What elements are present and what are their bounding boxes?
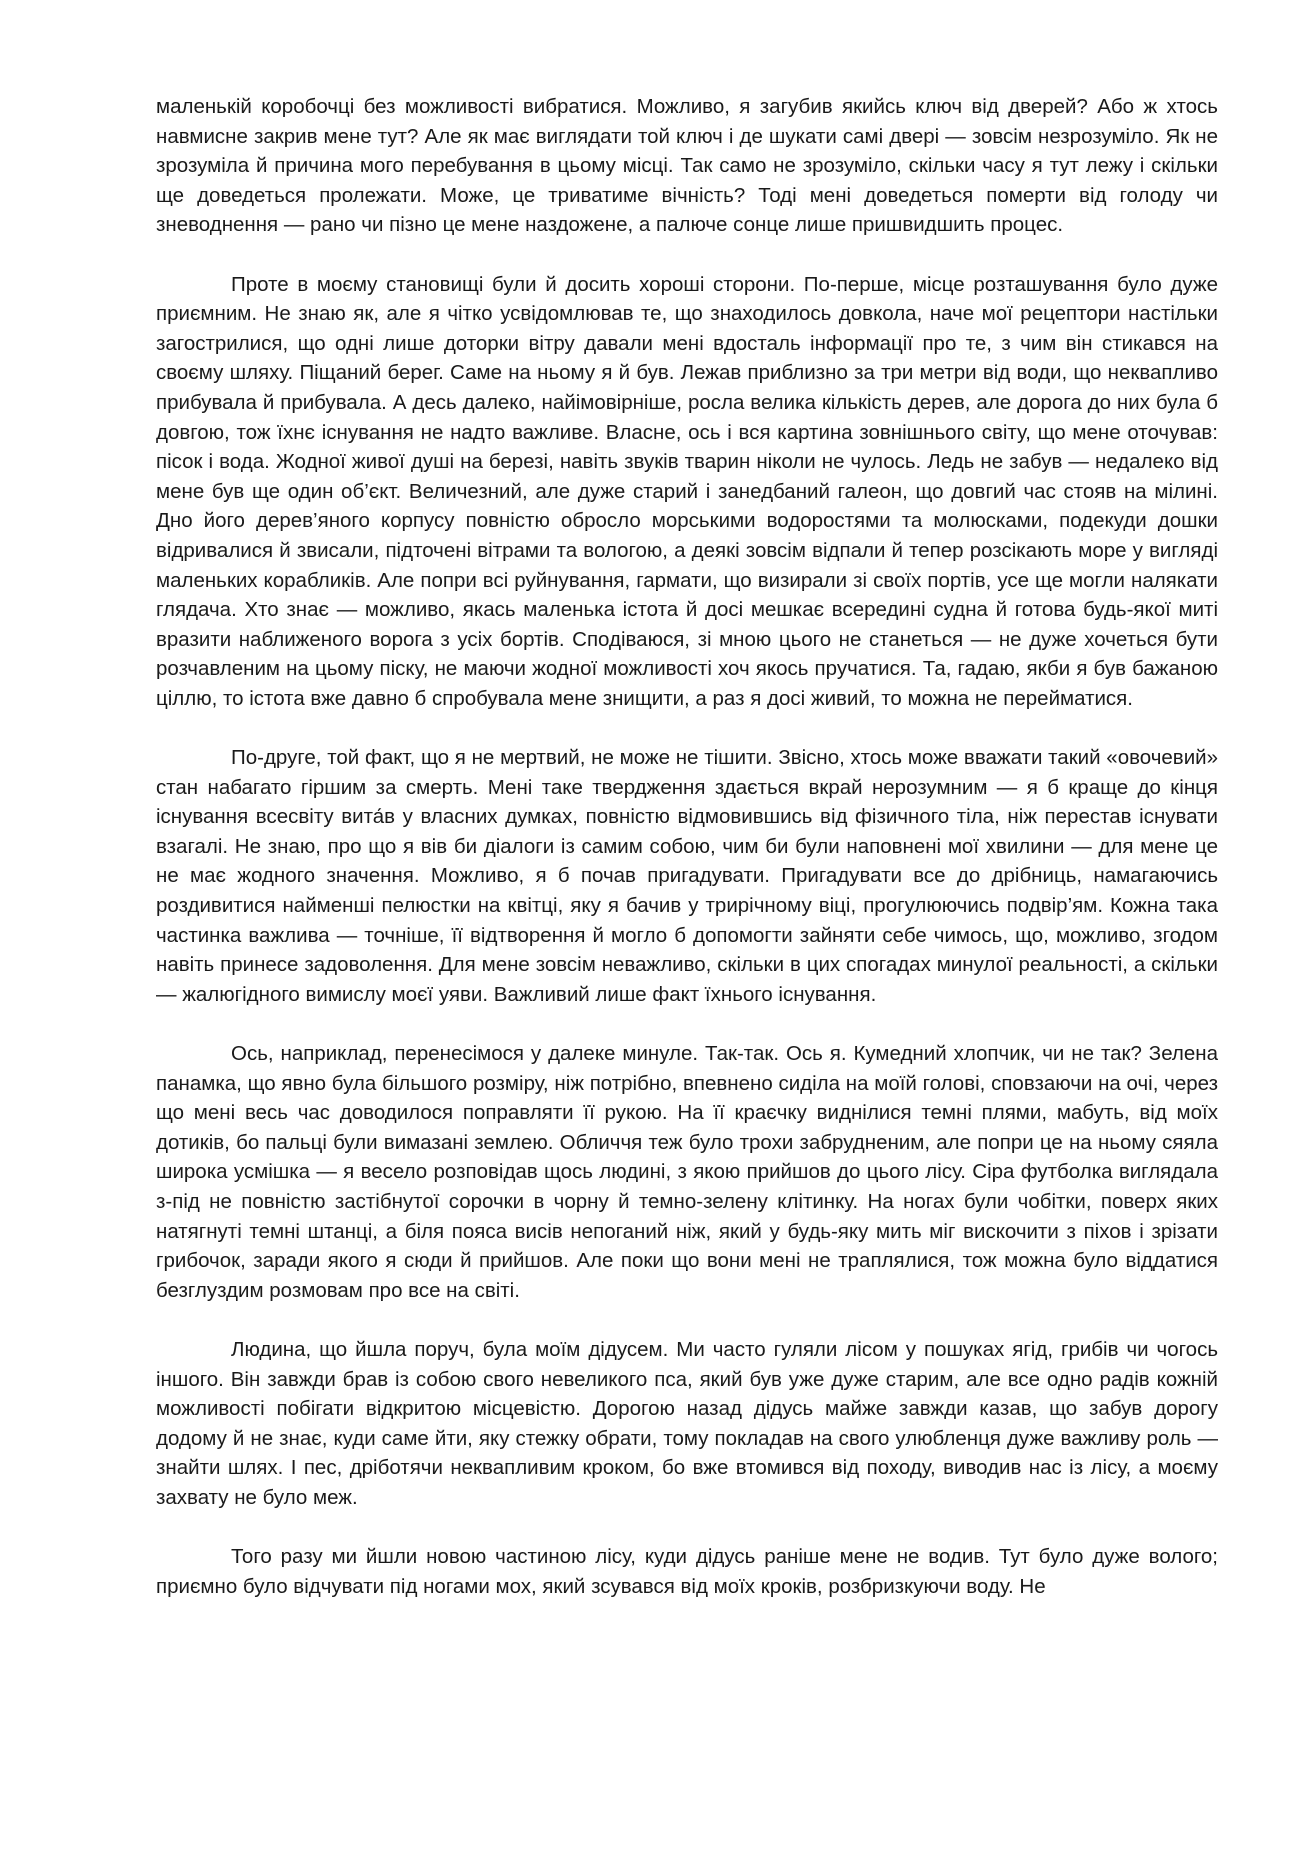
paragraph-5: Людина, що йшла поруч, була моїм дідусем. Ми часто гуляли лісом у пошуках ягід, грибів чи чогось іншого. Він завжди брав із собою свого невеликого пса, який був уже дуже старим, але все одно радів кожній можливості побігати відкритою місцевістю. Дорогою назад дідусь майже завжди казав, що забув дорогу додому й не знає, куди саме йти, яку стежку обрати, тому покладав на свого улюбленця дуже важливу роль — знайти шлях. І пес, дріботячи неквапливим кроком, бо вже втомився від походу, виводив нас із лісу, а моєму захвату не було меж.: [156, 1337, 1218, 1509]
document-page: [156, 92, 1218, 1601]
paragraph-6: Того разу ми йшли новою частиною лісу, куди дідусь раніше мене не водив. Тут було дуже волого; приємно було відчувати під ногами мох, який зсувався від моїх кроків, розбризкуючи воду. Не: [156, 1545, 1218, 1598]
paragraph-2: Проте в моєму становищі були й досить хороші сторони. По-перше, місце розташування було дуже приємним. Не знаю як, але я чітко усвідомлював те, що знаходилось довкола, наче мої рецептори настільки загострилися, що одні лише доторки вітру давали мені вдосталь інформації про те, з чим він стикався на своєму шляху. Піщаний берег. Саме на ньому я й був. Лежав приблизно за три метри від води, що неквапливо прибувала й прибувала. А десь далеко, найімовірніше, росла велика кількість дерев, але дорога до них була б довгою, тож їхнє існування не надто важливе. Власне, ось і вся картина зовнішнього світу, що мене оточував: пісок і вода. Жодної живої душі на березі, навіть звуків тварин ніколи не чулось. Ледь не забув — недалеко від мене був ще один об’єкт. Величезний, але дуже старий і занедбаний галеон, що довгий час стояв на мілині. Дно його дерев’яного корпусу повністю обросло морськими водоростями та молюсками, подекуди дошки відривалися й звисали, підточені вітрами та вологою, а деякі зовсім відпали й тепер розсікають море у вигляді маленьких корабликів. Але попри всі руйнування, гармати, що визирали зі своїх портів, усе ще могли налякати глядача. Хто знає — можливо, якась маленька істота й досі мешкає всередині судна й готова будь-якої миті вразити наближеного ворога з усіх бортів. Сподіваюся, зі мною цього не станеться — не дуже хочеться бути розчавленим на цьому піску, не маючи жодної можливості хоч якось пручатися. Та, гадаю, якби я був бажаною ціллю, то істота вже давно б спробувала мене знищити, а раз я досі живий, то можна не перейматися.: [156, 272, 1218, 710]
paragraph-4: Ось, наприклад, перенесімося у далеке минуле. Так-так. Ось я. Кумедний хлопчик, чи не так? Зелена панамка, що явно була більшого розміру, ніж потрібно, впевнено сиділа на моїй голові, сповзаючи на очі, через що мені весь час доводилося поправляти її рукою. На її краєчку виднілися темні плями, мабуть, від моїх дотиків, бо пальці були вимазані землею. Обличчя теж було трохи забрудненим, але попри це на ньому сяяла широка усмішка — я весело розповідав щось людині, з якою прийшов до цього лісу. Сіра футболка виглядала з-під не повністю застібнутої сорочки в чорну й темно-зелену клітинку. На ногах були чобітки, поверх яких натягнуті темні штанці, а біля пояса висів непоганий ніж, який у будь-яку мить міг вискочити з піхов і зрізати грибочок, заради якого я сюди й прийшов. Але поки що вони мені не траплялися, тож можна було віддатися безглуздим розмовам про все на світі.: [156, 1042, 1218, 1302]
paragraph-1: маленькій коробочці без можливості вибратися. Можливо, я загубив якийсь ключ від дверей? Або ж хтось навмисне закрив мене тут? Але як має виглядати той ключ і де шукати самі двері — зовсім незрозуміло. Як не зрозуміла й причина мого перебування в цьому місці. Так само не зрозуміло, скільки часу я тут лежу і скільки ще доведеться пролежати. Може, це триватиме вічність? Тоді мені доведеться померти від голоду чи зневоднення — рано чи пізно це мене наздожене, а палюче сонце лише пришвидшить процес.: [156, 95, 1218, 237]
paragraph-3: По-друге, той факт, що я не мертвий, не може не тішити. Звісно, хтось може вважати такий «овочевий» стан набагато гіршим за смерть. Мені таке твердження здається вкрай нерозумним — я б краще до кінця існування всесвіту вита́в у власних думках, повністю відмовившись від фізичного тіла, ніж перестав існувати взагалі. Не знаю, про що я вів би діалоги із самим собою, чим би були наповнені мої хвилини — для мене це не має жодного значення. Можливо, я б почав пригадувати. Пригадувати все до дрібниць, намагаючись роздивитися найменші пелюстки на квітці, яку я бачив у трирічному віці, прогулюючись подвір’ям. Кожна така частинка важлива — точніше, її відтворення й могло б допомогти зайняти себе чимось, що, можливо, згодом навіть принесе задоволення. Для мене зовсім неважливо, скільки в цих спогадах минулої реальності, а скільки — жалюгідного вимислу моєї уяви. Важливий лише факт їхнього існування.: [156, 746, 1218, 1006]
